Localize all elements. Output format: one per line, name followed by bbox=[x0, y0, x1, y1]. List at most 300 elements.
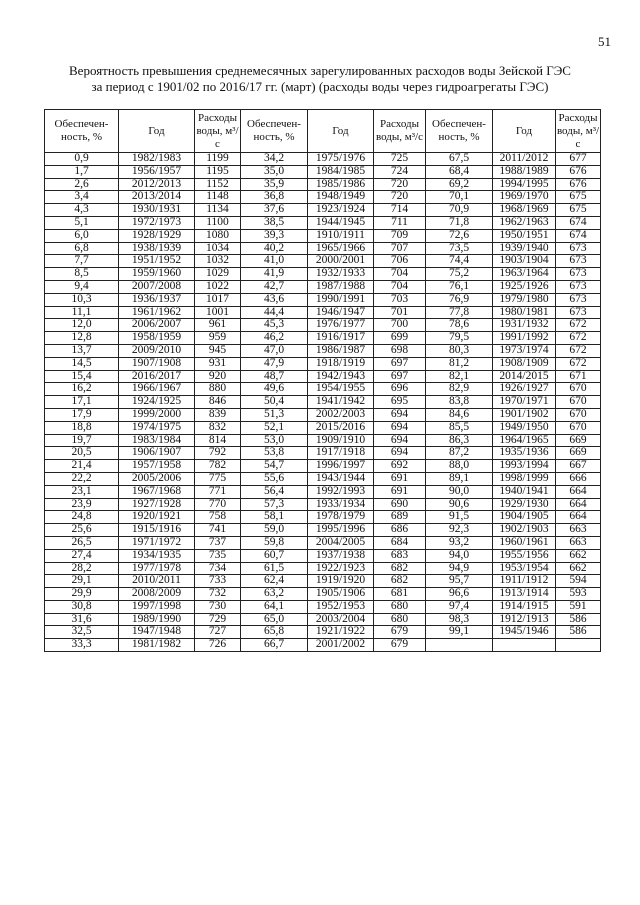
cell-flow: 676 bbox=[556, 178, 601, 191]
cell-year: 1923/1924 bbox=[308, 204, 374, 217]
cell-year: 2006/2007 bbox=[119, 319, 195, 332]
table-row bbox=[45, 575, 601, 588]
cell-probability: 12,0 bbox=[45, 319, 119, 332]
cell-year: 1979/1980 bbox=[493, 293, 556, 306]
cell-flow: 696 bbox=[374, 383, 426, 396]
cell-probability: 52,1 bbox=[241, 421, 308, 434]
cell-flow: 704 bbox=[374, 268, 426, 281]
table-body bbox=[45, 153, 601, 652]
cell-probability: 84,6 bbox=[426, 408, 493, 421]
cell-flow: 697 bbox=[374, 370, 426, 383]
cell-flow: 684 bbox=[374, 536, 426, 549]
cell-year: 1968/1969 bbox=[493, 204, 556, 217]
cell-year: 1935/1936 bbox=[493, 447, 556, 460]
cell-flow: 671 bbox=[556, 370, 601, 383]
cell-flow: 1017 bbox=[195, 293, 241, 306]
table-row bbox=[45, 421, 601, 434]
cell-probability: 69,2 bbox=[426, 178, 493, 191]
cell-probability: 18,8 bbox=[45, 421, 119, 434]
cell-probability: 94,0 bbox=[426, 549, 493, 562]
cell-flow: 839 bbox=[195, 408, 241, 421]
table-row bbox=[45, 485, 601, 498]
cell-flow: 689 bbox=[374, 511, 426, 524]
cell-probability: 4,3 bbox=[45, 204, 119, 217]
cell-year: 1915/1916 bbox=[119, 524, 195, 537]
cell-year: 1951/1952 bbox=[119, 255, 195, 268]
cell-year: 1907/1908 bbox=[119, 357, 195, 370]
cell-flow: 758 bbox=[195, 511, 241, 524]
cell-year: 1918/1919 bbox=[308, 357, 374, 370]
cell-flow: 672 bbox=[556, 357, 601, 370]
cell-probability: 17,9 bbox=[45, 408, 119, 421]
cell-year: 1967/1968 bbox=[119, 485, 195, 498]
cell-probability: 80,3 bbox=[426, 344, 493, 357]
cell-year: 1986/1987 bbox=[308, 344, 374, 357]
cell-flow: 1080 bbox=[195, 229, 241, 242]
table-row bbox=[45, 536, 601, 549]
cell-probability: 32,5 bbox=[45, 626, 119, 639]
cell-year: 2005/2006 bbox=[119, 472, 195, 485]
cell-flow: 1195 bbox=[195, 165, 241, 178]
cell-year: 1940/1941 bbox=[493, 485, 556, 498]
cell-probability: 27,4 bbox=[45, 549, 119, 562]
cell-probability: 99,1 bbox=[426, 626, 493, 639]
cell-probability bbox=[426, 639, 493, 652]
cell-flow: 679 bbox=[374, 639, 426, 652]
cell-year: 1928/1929 bbox=[119, 229, 195, 242]
cell-probability: 20,5 bbox=[45, 447, 119, 460]
cell-year: 1961/1962 bbox=[119, 306, 195, 319]
cell-probability: 50,4 bbox=[241, 396, 308, 409]
cell-flow: 703 bbox=[374, 293, 426, 306]
table-row bbox=[45, 396, 601, 409]
table-row bbox=[45, 498, 601, 511]
title-line-2: за период с 1901/02 по 2016/17 гг. (март) (расходы воды через гидроагрегаты ГЭС) bbox=[91, 79, 549, 94]
cell-year: 1931/1932 bbox=[493, 319, 556, 332]
cell-flow: 591 bbox=[556, 600, 601, 613]
cell-flow: 711 bbox=[374, 216, 426, 229]
cell-probability: 34,2 bbox=[241, 153, 308, 166]
cell-probability: 11,1 bbox=[45, 306, 119, 319]
cell-probability: 15,4 bbox=[45, 370, 119, 383]
cell-year: 1960/1961 bbox=[493, 536, 556, 549]
cell-flow: 670 bbox=[556, 396, 601, 409]
cell-flow: 726 bbox=[195, 639, 241, 652]
cell-probability: 29,1 bbox=[45, 575, 119, 588]
cell-flow: 690 bbox=[374, 498, 426, 511]
cell-year: 1917/1918 bbox=[308, 447, 374, 460]
cell-year: 2003/2004 bbox=[308, 613, 374, 626]
cell-probability: 91,5 bbox=[426, 511, 493, 524]
header-year: Год bbox=[493, 110, 556, 153]
cell-flow: 670 bbox=[556, 421, 601, 434]
cell-year: 1914/1915 bbox=[493, 600, 556, 613]
cell-year: 1913/1914 bbox=[493, 588, 556, 601]
cell-flow: 714 bbox=[374, 204, 426, 217]
header-flow: Расходы воды, м³/с bbox=[195, 110, 241, 153]
table-row bbox=[45, 370, 601, 383]
cell-year: 1941/1942 bbox=[308, 396, 374, 409]
cell-flow: 720 bbox=[374, 178, 426, 191]
cell-year: 1949/1950 bbox=[493, 421, 556, 434]
cell-flow: 741 bbox=[195, 524, 241, 537]
cell-year: 1921/1922 bbox=[308, 626, 374, 639]
table-row bbox=[45, 280, 601, 293]
cell-probability: 65,0 bbox=[241, 613, 308, 626]
cell-probability: 72,6 bbox=[426, 229, 493, 242]
cell-probability: 95,7 bbox=[426, 575, 493, 588]
cell-probability: 21,4 bbox=[45, 460, 119, 473]
cell-probability: 90,0 bbox=[426, 485, 493, 498]
table-row bbox=[45, 357, 601, 370]
cell-year: 1934/1935 bbox=[119, 549, 195, 562]
cell-flow: 672 bbox=[556, 319, 601, 332]
cell-flow: 734 bbox=[195, 562, 241, 575]
cell-probability: 54,7 bbox=[241, 460, 308, 473]
table-row bbox=[45, 153, 601, 166]
cell-flow: 792 bbox=[195, 447, 241, 460]
cell-flow: 727 bbox=[195, 626, 241, 639]
cell-flow: 961 bbox=[195, 319, 241, 332]
cell-year: 1959/1960 bbox=[119, 268, 195, 281]
table-row bbox=[45, 332, 601, 345]
cell-year: 1970/1971 bbox=[493, 396, 556, 409]
cell-year: 1920/1921 bbox=[119, 511, 195, 524]
cell-probability: 38,5 bbox=[241, 216, 308, 229]
cell-year: 1954/1955 bbox=[308, 383, 374, 396]
cell-probability: 63,2 bbox=[241, 588, 308, 601]
cell-flow: 1100 bbox=[195, 216, 241, 229]
cell-flow: 666 bbox=[556, 472, 601, 485]
cell-flow: 700 bbox=[374, 319, 426, 332]
cell-flow: 682 bbox=[374, 575, 426, 588]
cell-flow: 704 bbox=[374, 280, 426, 293]
cell-probability: 8,5 bbox=[45, 268, 119, 281]
cell-flow: 675 bbox=[556, 204, 601, 217]
cell-flow: 709 bbox=[374, 229, 426, 242]
cell-year: 1937/1938 bbox=[308, 549, 374, 562]
cell-flow: 669 bbox=[556, 434, 601, 447]
cell-probability: 51,3 bbox=[241, 408, 308, 421]
cell-year: 1995/1996 bbox=[308, 524, 374, 537]
cell-flow: 1032 bbox=[195, 255, 241, 268]
cell-probability: 16,2 bbox=[45, 383, 119, 396]
cell-flow: 593 bbox=[556, 588, 601, 601]
cell-flow: 686 bbox=[374, 524, 426, 537]
cell-year: 1942/1943 bbox=[308, 370, 374, 383]
cell-flow: 674 bbox=[556, 229, 601, 242]
cell-probability: 59,0 bbox=[241, 524, 308, 537]
cell-probability: 35,9 bbox=[241, 178, 308, 191]
cell-flow: 701 bbox=[374, 306, 426, 319]
header-year: Год bbox=[308, 110, 374, 153]
cell-flow: 695 bbox=[374, 396, 426, 409]
cell-flow: 673 bbox=[556, 280, 601, 293]
cell-flow: 680 bbox=[374, 600, 426, 613]
cell-probability: 67,5 bbox=[426, 153, 493, 166]
header-probability: Обеспечен-ность, % bbox=[241, 110, 308, 153]
cell-probability: 33,3 bbox=[45, 639, 119, 652]
table-header-row bbox=[45, 110, 601, 153]
cell-probability: 53,8 bbox=[241, 447, 308, 460]
cell-flow: 1034 bbox=[195, 242, 241, 255]
cell-probability: 23,1 bbox=[45, 485, 119, 498]
cell-probability: 61,5 bbox=[241, 562, 308, 575]
cell-year: 1950/1951 bbox=[493, 229, 556, 242]
cell-year: 1943/1944 bbox=[308, 472, 374, 485]
cell-probability: 45,3 bbox=[241, 319, 308, 332]
cell-flow: 1134 bbox=[195, 204, 241, 217]
cell-year: 1964/1965 bbox=[493, 434, 556, 447]
cell-probability: 77,8 bbox=[426, 306, 493, 319]
cell-flow: 880 bbox=[195, 383, 241, 396]
cell-flow: 775 bbox=[195, 472, 241, 485]
cell-probability: 76,1 bbox=[426, 280, 493, 293]
cell-flow: 697 bbox=[374, 357, 426, 370]
cell-flow: 1148 bbox=[195, 191, 241, 204]
cell-probability: 17,1 bbox=[45, 396, 119, 409]
cell-year: 1912/1913 bbox=[493, 613, 556, 626]
cell-probability: 59,8 bbox=[241, 536, 308, 549]
cell-probability: 31,6 bbox=[45, 613, 119, 626]
cell-year: 1985/1986 bbox=[308, 178, 374, 191]
cell-year: 1984/1985 bbox=[308, 165, 374, 178]
cell-year: 1962/1963 bbox=[493, 216, 556, 229]
cell-probability: 28,2 bbox=[45, 562, 119, 575]
cell-probability: 86,3 bbox=[426, 434, 493, 447]
cell-flow: 1022 bbox=[195, 280, 241, 293]
cell-year: 2001/2002 bbox=[308, 639, 374, 652]
cell-flow: 664 bbox=[556, 498, 601, 511]
cell-flow: 735 bbox=[195, 549, 241, 562]
table-row bbox=[45, 408, 601, 421]
table-row bbox=[45, 549, 601, 562]
cell-flow: 846 bbox=[195, 396, 241, 409]
cell-flow: 737 bbox=[195, 536, 241, 549]
cell-year: 1910/1911 bbox=[308, 229, 374, 242]
cell-year: 1933/1934 bbox=[308, 498, 374, 511]
cell-probability: 7,7 bbox=[45, 255, 119, 268]
cell-year: 2010/2011 bbox=[119, 575, 195, 588]
cell-probability: 41,9 bbox=[241, 268, 308, 281]
table-row bbox=[45, 319, 601, 332]
cell-flow: 670 bbox=[556, 408, 601, 421]
cell-probability: 78,6 bbox=[426, 319, 493, 332]
cell-flow: 732 bbox=[195, 588, 241, 601]
cell-year: 1925/1926 bbox=[493, 280, 556, 293]
cell-year: 2012/2013 bbox=[119, 178, 195, 191]
cell-flow: 667 bbox=[556, 460, 601, 473]
cell-year: 1930/1931 bbox=[119, 204, 195, 217]
cell-year: 1947/1948 bbox=[119, 626, 195, 639]
cell-flow: 674 bbox=[556, 216, 601, 229]
cell-flow: 725 bbox=[374, 153, 426, 166]
cell-flow: 945 bbox=[195, 344, 241, 357]
cell-year: 1924/1925 bbox=[119, 396, 195, 409]
cell-flow: 1029 bbox=[195, 268, 241, 281]
cell-probability: 24,8 bbox=[45, 511, 119, 524]
cell-year: 1972/1973 bbox=[119, 216, 195, 229]
cell-flow: 669 bbox=[556, 447, 601, 460]
cell-probability: 6,8 bbox=[45, 242, 119, 255]
cell-year: 1976/1977 bbox=[308, 319, 374, 332]
cell-year: 1948/1949 bbox=[308, 191, 374, 204]
cell-flow: 682 bbox=[374, 562, 426, 575]
title-line-1: Вероятность превышения среднемесячных зарегулированных расходов воды Зейской ГЭС bbox=[69, 63, 571, 78]
cell-year: 1980/1981 bbox=[493, 306, 556, 319]
cell-flow: 683 bbox=[374, 549, 426, 562]
cell-flow: 664 bbox=[556, 511, 601, 524]
cell-flow: 707 bbox=[374, 242, 426, 255]
cell-flow: 770 bbox=[195, 498, 241, 511]
cell-year: 1955/1956 bbox=[493, 549, 556, 562]
cell-year: 1973/1974 bbox=[493, 344, 556, 357]
cell-year: 1906/1907 bbox=[119, 447, 195, 460]
cell-year: 2014/2015 bbox=[493, 370, 556, 383]
table-row bbox=[45, 178, 601, 191]
table-row bbox=[45, 306, 601, 319]
cell-probability: 93,2 bbox=[426, 536, 493, 549]
cell-year: 1945/1946 bbox=[493, 626, 556, 639]
cell-probability: 29,9 bbox=[45, 588, 119, 601]
cell-year: 1989/1990 bbox=[119, 613, 195, 626]
cell-flow: 670 bbox=[556, 383, 601, 396]
cell-year: 1991/1992 bbox=[493, 332, 556, 345]
cell-flow: 675 bbox=[556, 191, 601, 204]
cell-probability: 1,7 bbox=[45, 165, 119, 178]
cell-flow: 691 bbox=[374, 485, 426, 498]
cell-year: 1965/1966 bbox=[308, 242, 374, 255]
cell-year: 1953/1954 bbox=[493, 562, 556, 575]
cell-flow: 720 bbox=[374, 191, 426, 204]
cell-probability: 49,6 bbox=[241, 383, 308, 396]
cell-year: 1901/1902 bbox=[493, 408, 556, 421]
cell-probability: 23,9 bbox=[45, 498, 119, 511]
cell-probability: 37,6 bbox=[241, 204, 308, 217]
cell-year: 1990/1991 bbox=[308, 293, 374, 306]
table-row bbox=[45, 216, 601, 229]
table-row bbox=[45, 344, 601, 357]
table-row bbox=[45, 434, 601, 447]
cell-year: 1966/1967 bbox=[119, 383, 195, 396]
cell-year: 1981/1982 bbox=[119, 639, 195, 652]
cell-year: 2002/2003 bbox=[308, 408, 374, 421]
table-row bbox=[45, 204, 601, 217]
cell-probability: 47,0 bbox=[241, 344, 308, 357]
cell-flow: 672 bbox=[556, 344, 601, 357]
cell-probability: 47,9 bbox=[241, 357, 308, 370]
cell-probability: 68,4 bbox=[426, 165, 493, 178]
page-number: 51 bbox=[598, 34, 611, 49]
cell-year: 1952/1953 bbox=[308, 600, 374, 613]
cell-flow: 694 bbox=[374, 434, 426, 447]
cell-year: 2007/2008 bbox=[119, 280, 195, 293]
cell-probability: 44,4 bbox=[241, 306, 308, 319]
cell-probability: 12,8 bbox=[45, 332, 119, 345]
cell-year: 1904/1905 bbox=[493, 511, 556, 524]
cell-flow: 1199 bbox=[195, 153, 241, 166]
cell-probability: 42,7 bbox=[241, 280, 308, 293]
cell-flow: 663 bbox=[556, 536, 601, 549]
cell-probability: 58,1 bbox=[241, 511, 308, 524]
cell-year: 1936/1937 bbox=[119, 293, 195, 306]
cell-year: 2008/2009 bbox=[119, 588, 195, 601]
cell-probability: 9,4 bbox=[45, 280, 119, 293]
cell-year: 1956/1957 bbox=[119, 165, 195, 178]
cell-flow: 681 bbox=[374, 588, 426, 601]
cell-flow: 814 bbox=[195, 434, 241, 447]
document-title bbox=[40, 63, 600, 95]
cell-year: 1911/1912 bbox=[493, 575, 556, 588]
cell-year: 1993/1994 bbox=[493, 460, 556, 473]
cell-year: 1958/1959 bbox=[119, 332, 195, 345]
cell-probability: 13,7 bbox=[45, 344, 119, 357]
cell-year: 2011/2012 bbox=[493, 153, 556, 166]
cell-flow: 733 bbox=[195, 575, 241, 588]
table-row bbox=[45, 524, 601, 537]
cell-probability: 71,8 bbox=[426, 216, 493, 229]
cell-probability: 94,9 bbox=[426, 562, 493, 575]
cell-flow: 676 bbox=[556, 165, 601, 178]
cell-probability: 26,5 bbox=[45, 536, 119, 549]
cell-year: 2009/2010 bbox=[119, 344, 195, 357]
cell-year: 2016/2017 bbox=[119, 370, 195, 383]
cell-probability: 82,1 bbox=[426, 370, 493, 383]
cell-probability: 41,0 bbox=[241, 255, 308, 268]
cell-flow: 673 bbox=[556, 268, 601, 281]
cell-flow: 694 bbox=[374, 447, 426, 460]
cell-probability: 87,2 bbox=[426, 447, 493, 460]
cell-flow: 673 bbox=[556, 293, 601, 306]
table-row bbox=[45, 511, 601, 524]
cell-flow: 931 bbox=[195, 357, 241, 370]
cell-flow: 586 bbox=[556, 626, 601, 639]
table-row bbox=[45, 600, 601, 613]
cell-flow: 673 bbox=[556, 255, 601, 268]
cell-year: 1963/1964 bbox=[493, 268, 556, 281]
table-row bbox=[45, 242, 601, 255]
cell-year: 1996/1997 bbox=[308, 460, 374, 473]
header-probability: Обеспечен-ность, % bbox=[45, 110, 119, 153]
cell-flow: 694 bbox=[374, 421, 426, 434]
table-row bbox=[45, 562, 601, 575]
table-row bbox=[45, 460, 601, 473]
table-row bbox=[45, 588, 601, 601]
cell-year: 1974/1975 bbox=[119, 421, 195, 434]
cell-flow: 594 bbox=[556, 575, 601, 588]
cell-year: 2004/2005 bbox=[308, 536, 374, 549]
cell-flow: 730 bbox=[195, 600, 241, 613]
cell-probability: 30,8 bbox=[45, 600, 119, 613]
cell-probability: 76,9 bbox=[426, 293, 493, 306]
cell-probability: 79,5 bbox=[426, 332, 493, 345]
cell-probability: 90,6 bbox=[426, 498, 493, 511]
cell-year: 1987/1988 bbox=[308, 280, 374, 293]
cell-probability: 36,8 bbox=[241, 191, 308, 204]
table-row bbox=[45, 268, 601, 281]
table-row bbox=[45, 383, 601, 396]
table-row bbox=[45, 165, 601, 178]
cell-probability: 97,4 bbox=[426, 600, 493, 613]
header-probability: Обеспечен-ность, % bbox=[426, 110, 493, 153]
cell-probability: 6,0 bbox=[45, 229, 119, 242]
cell-year: 1929/1930 bbox=[493, 498, 556, 511]
cell-year: 1946/1947 bbox=[308, 306, 374, 319]
header-flow: Расходы воды, м³/с bbox=[374, 110, 426, 153]
cell-probability: 62,4 bbox=[241, 575, 308, 588]
cell-flow: 699 bbox=[374, 332, 426, 345]
cell-year: 1988/1989 bbox=[493, 165, 556, 178]
